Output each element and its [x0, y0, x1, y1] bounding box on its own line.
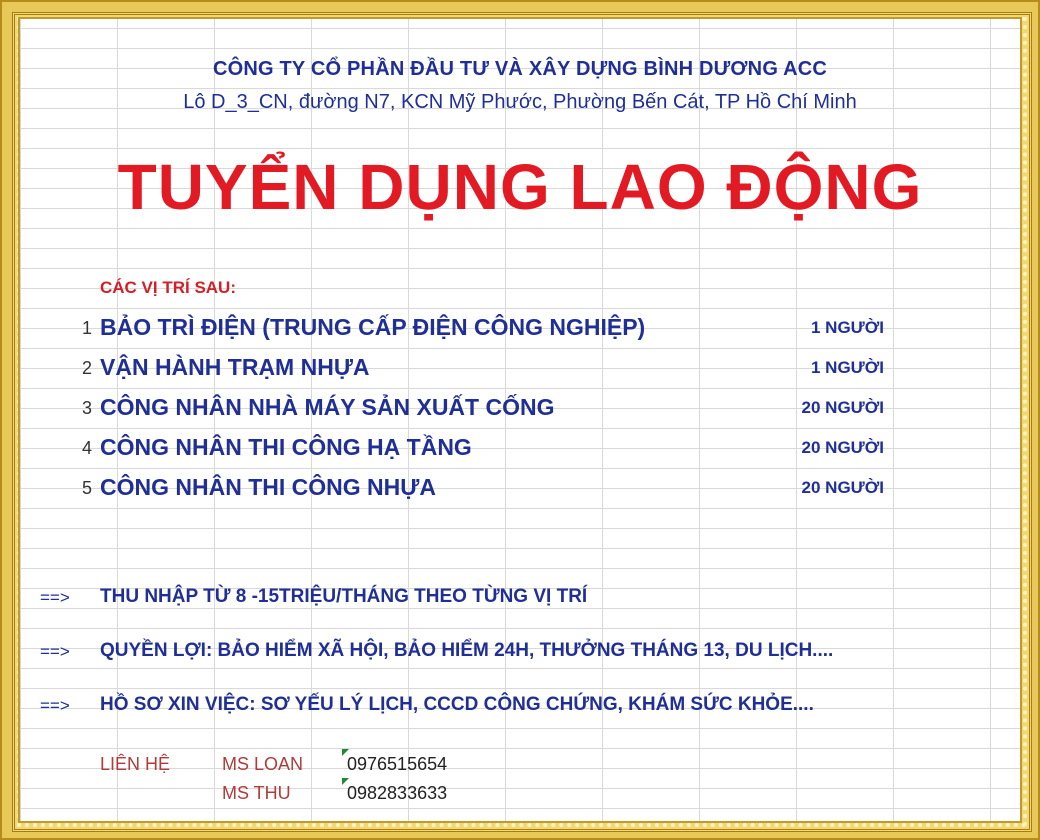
position-name: CÔNG NHÂN THI CÔNG NHỰA: [100, 474, 436, 500]
position-number: 5: [81, 478, 92, 498]
position-number: 3: [81, 398, 92, 418]
company-address: Lô D_3_CN, đường N7, KCN Mỹ Phước, Phường Bến Cát, TP Hồ Chí Minh: [183, 91, 857, 113]
benefits-info: QUYỀN LỢI: BẢO HIỂM XÃ HỘI, BẢO HIỂM 24H, THƯỞNG THÁNG 13, DU LỊCH....: [100, 640, 834, 661]
position-name: CÔNG NHÂN THI CÔNG HẠ TẦNG: [100, 434, 472, 460]
contact-phone: 0982833633: [347, 783, 448, 803]
contact-name: MS THU: [222, 783, 291, 803]
position-count: 1 NGƯỜI: [810, 318, 884, 337]
recruitment-headline: TUYỂN DỤNG LAO ĐỘNG: [117, 151, 923, 223]
position-count: 20 NGƯỜI: [801, 438, 884, 457]
contact-name: MS LOAN: [222, 754, 304, 774]
position-name: CÔNG NHÂN NHÀ MÁY SẢN XUẤT CỐNG: [100, 394, 555, 420]
position-count: 20 NGƯỜI: [801, 478, 884, 497]
arrow-marker: ==>: [40, 588, 70, 607]
position-count: 20 NGƯỜI: [801, 398, 884, 417]
position-number: 4: [81, 438, 92, 458]
position-count: 1 NGƯỜI: [810, 358, 884, 377]
positions-title: CÁC VỊ TRÍ SAU:: [100, 278, 236, 297]
income-info: THU NHẬP TỪ 8 -15TRIỆU/THÁNG THEO TỪNG VỊ TRÍ: [100, 586, 588, 607]
position-number: 2: [81, 358, 92, 378]
contact-phone: 0976515654: [347, 754, 448, 774]
company-name: CÔNG TY CỔ PHẦN ĐẦU TƯ VÀ XÂY DỰNG BÌNH DƯƠNG ACC: [212, 58, 828, 80]
arrow-marker: ==>: [40, 642, 70, 661]
position-name: VẬN HÀNH TRẠM NHỰA: [100, 354, 370, 380]
contact-label: LIÊN HỆ: [100, 754, 171, 774]
documents-info: HỒ SƠ XIN VIỆC: SƠ YẾU LÝ LỊCH, CCCD CÔNG CHỨNG, KHÁM SỨC KHỎE....: [100, 694, 814, 715]
arrow-marker: ==>: [40, 696, 70, 715]
position-name: BẢO TRÌ ĐIỆN (TRUNG CẤP ĐIỆN CÔNG NGHIỆP): [100, 314, 646, 340]
position-number: 1: [81, 318, 92, 338]
